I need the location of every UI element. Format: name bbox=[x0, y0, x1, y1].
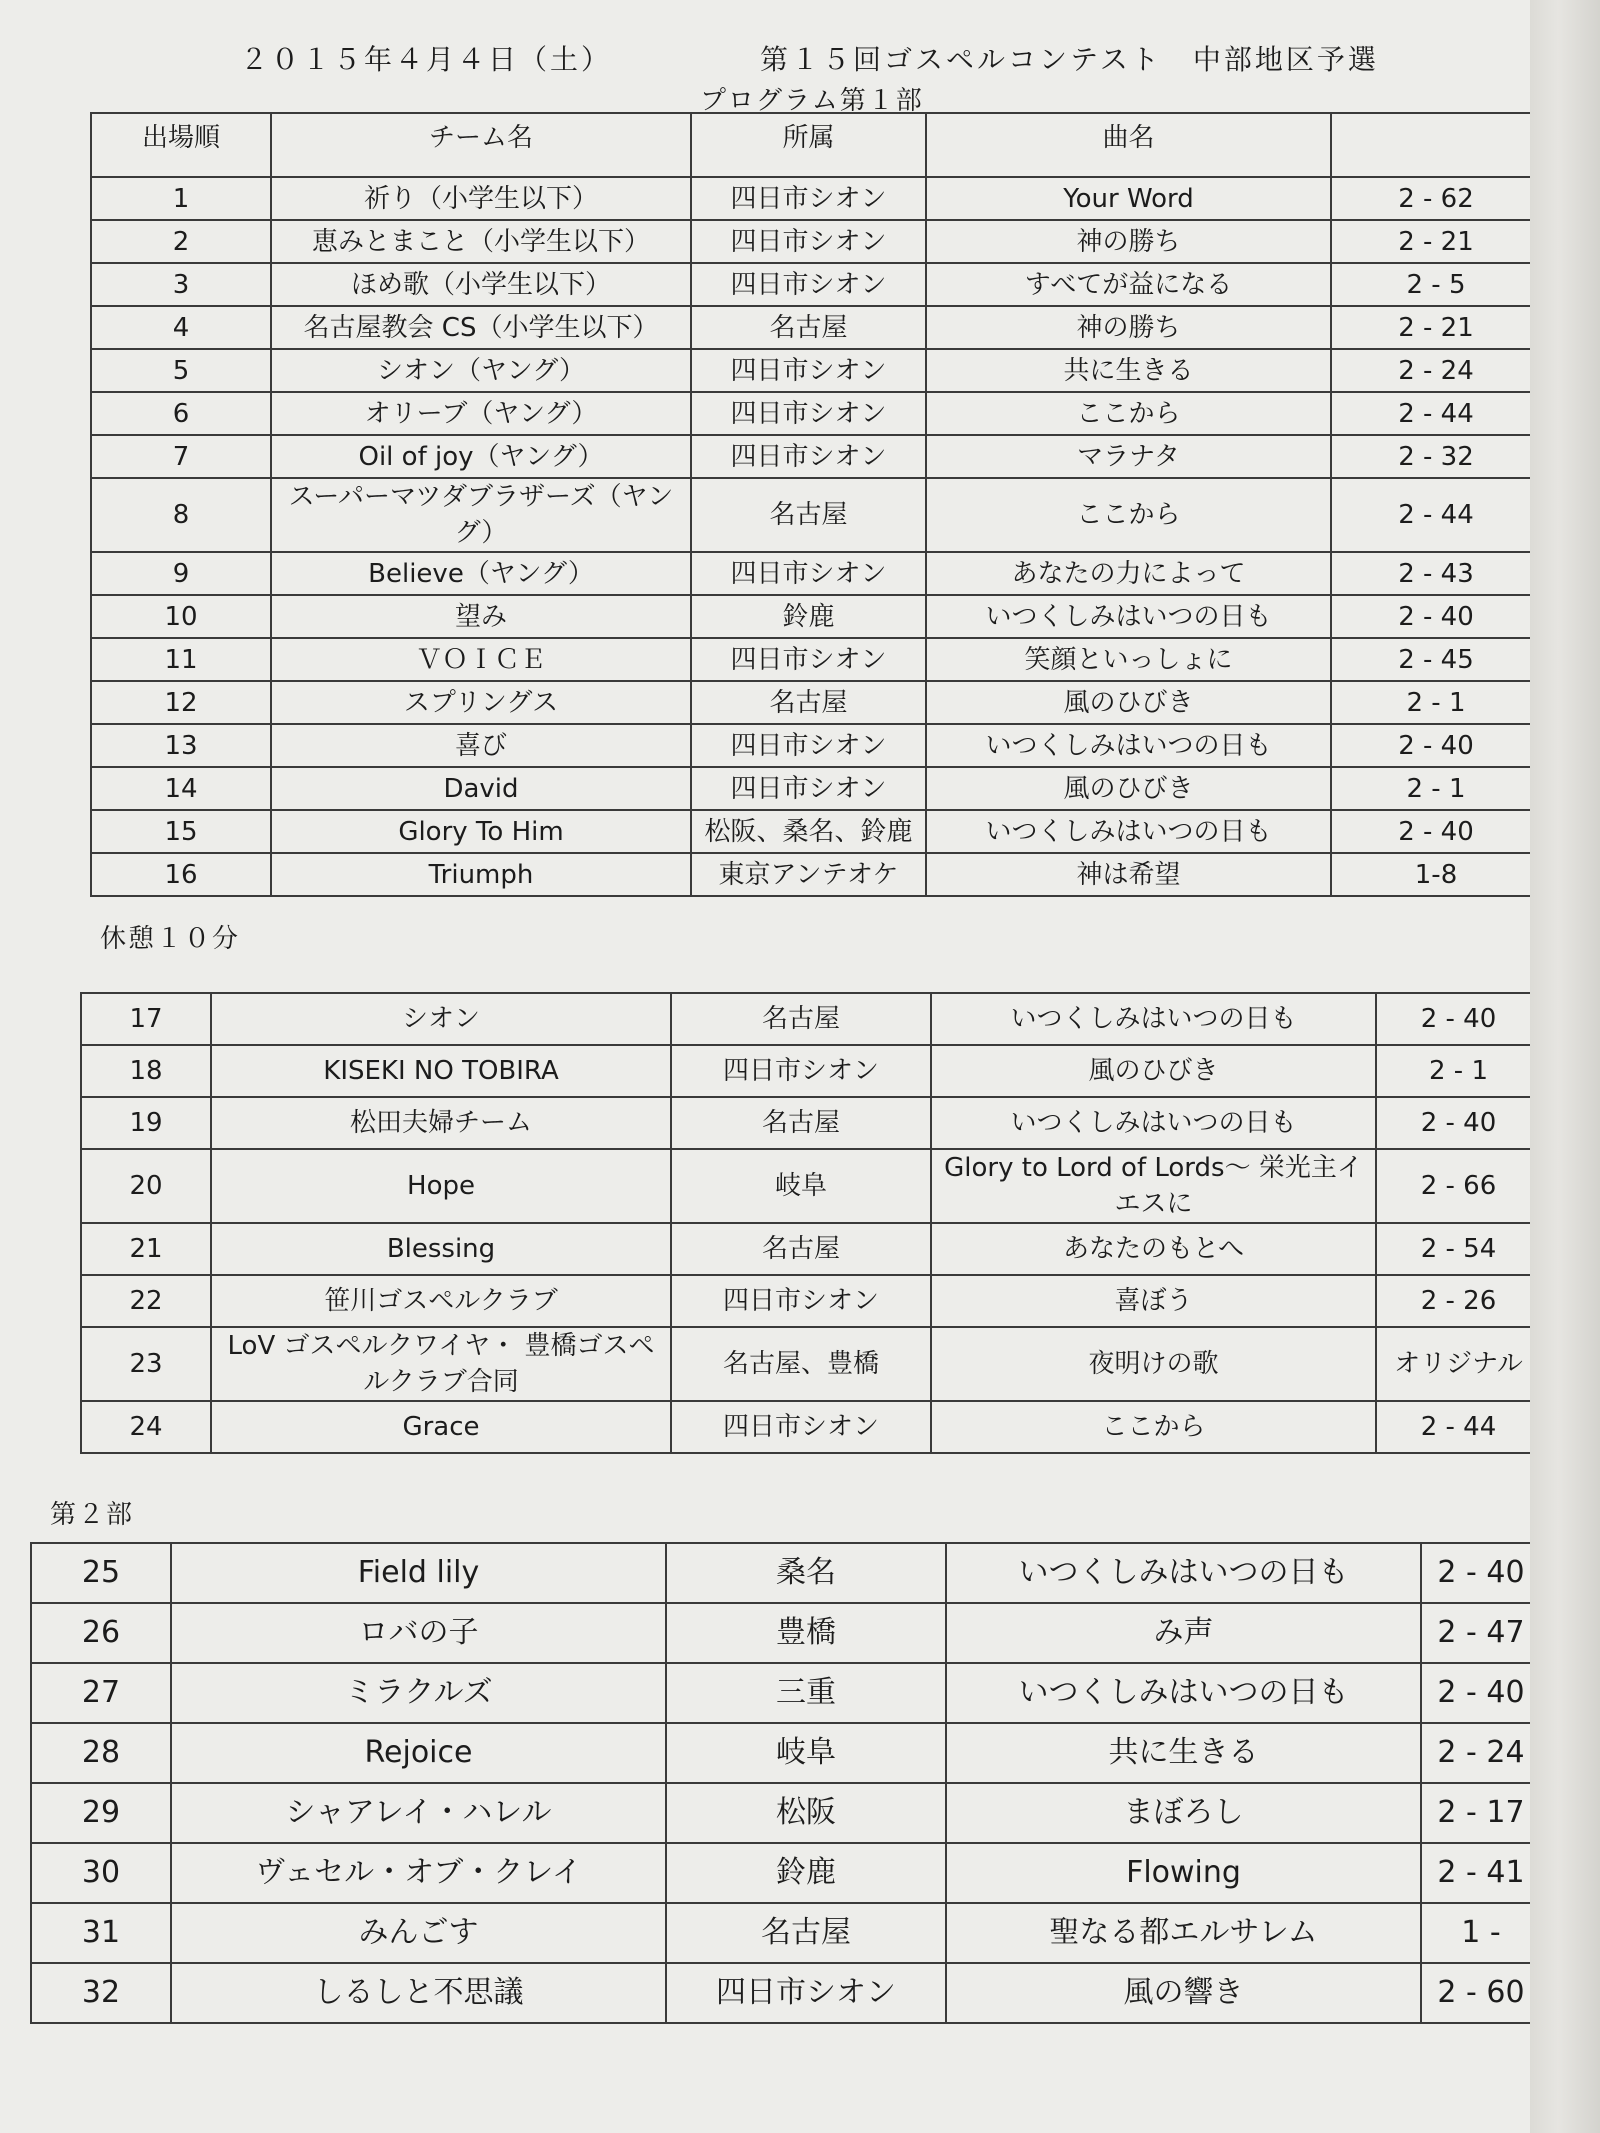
entry-order-cell: 27 bbox=[31, 1663, 171, 1723]
table-row bbox=[91, 853, 1541, 896]
affiliation-cell: 四日市シオン bbox=[671, 1275, 931, 1327]
entry-order-cell: 10 bbox=[91, 595, 271, 638]
song-title-cell: 風の響き bbox=[946, 1963, 1421, 2023]
affiliation-cell: 四日市シオン bbox=[691, 349, 926, 392]
entry-order-cell: 12 bbox=[91, 681, 271, 724]
table-row bbox=[81, 993, 1541, 1045]
team-name-cell: KISEKI NO TOBIRA bbox=[211, 1045, 671, 1097]
song-title-cell: 喜ぼう bbox=[931, 1275, 1376, 1327]
song-number-cell: 2 - 44 bbox=[1331, 392, 1541, 435]
affiliation-cell: 岐阜 bbox=[666, 1723, 946, 1783]
song-number-cell: 1-8 bbox=[1331, 853, 1541, 896]
table-row bbox=[31, 1663, 1541, 1723]
table-row bbox=[31, 1843, 1541, 1903]
song-number-cell: 2 - 60 bbox=[1421, 1963, 1541, 2023]
affiliation-cell: 四日市シオン bbox=[691, 220, 926, 263]
song-title-cell: いつくしみはいつの日も bbox=[926, 595, 1331, 638]
team-name-cell: Field lily bbox=[171, 1543, 666, 1603]
program-table-part1a bbox=[90, 112, 1542, 897]
song-number-cell: 2 - 44 bbox=[1376, 1401, 1541, 1453]
entry-order-cell: 22 bbox=[81, 1275, 211, 1327]
entry-order-cell: 3 bbox=[91, 263, 271, 306]
team-name-cell: シオン（ヤング） bbox=[271, 349, 691, 392]
col-header-number bbox=[1331, 113, 1541, 177]
team-name-cell: David bbox=[271, 767, 691, 810]
table-row bbox=[31, 1963, 1541, 2023]
affiliation-cell: 桑名 bbox=[666, 1543, 946, 1603]
song-title-cell: すべてが益になる bbox=[926, 263, 1331, 306]
team-name-cell: スプリングス bbox=[271, 681, 691, 724]
affiliation-cell: 四日市シオン bbox=[666, 1963, 946, 2023]
song-title-cell: 神の勝ち bbox=[926, 220, 1331, 263]
entry-order-cell: 19 bbox=[81, 1097, 211, 1149]
team-name-cell: しるしと不思議 bbox=[171, 1963, 666, 2023]
affiliation-cell: 岐阜 bbox=[671, 1149, 931, 1223]
entry-order-cell: 15 bbox=[91, 810, 271, 853]
song-title-cell: 笑顔といっしょに bbox=[926, 638, 1331, 681]
song-title-cell: Your Word bbox=[926, 177, 1331, 220]
entry-order-cell: 32 bbox=[31, 1963, 171, 2023]
song-number-cell: 2 - 41 bbox=[1421, 1843, 1541, 1903]
team-name-cell: ほめ歌（小学生以下） bbox=[271, 263, 691, 306]
affiliation-cell: 名古屋 bbox=[671, 1223, 931, 1275]
song-number-cell: 2 - 24 bbox=[1331, 349, 1541, 392]
team-name-cell: 望み bbox=[271, 595, 691, 638]
team-name-cell: 笹川ゴスペルクラブ bbox=[211, 1275, 671, 1327]
table-row bbox=[31, 1723, 1541, 1783]
entry-order-cell: 16 bbox=[91, 853, 271, 896]
song-number-cell: 2 - 17 bbox=[1421, 1783, 1541, 1843]
song-title-cell: あなたのもとへ bbox=[931, 1223, 1376, 1275]
song-title-cell: いつくしみはいつの日も bbox=[926, 810, 1331, 853]
song-title-cell: 神の勝ち bbox=[926, 306, 1331, 349]
song-title-cell: ここから bbox=[926, 392, 1331, 435]
team-name-cell: Oil of joy（ヤング） bbox=[271, 435, 691, 478]
affiliation-cell: 四日市シオン bbox=[691, 552, 926, 595]
table-row bbox=[31, 1903, 1541, 1963]
team-name-cell: オリーブ（ヤング） bbox=[271, 392, 691, 435]
table-row bbox=[91, 552, 1541, 595]
col-header-song: 曲名 bbox=[926, 113, 1331, 177]
team-name-cell: Glory To Him bbox=[271, 810, 691, 853]
song-number-cell: 2 - 1 bbox=[1331, 767, 1541, 810]
song-title-cell: あなたの力によって bbox=[926, 552, 1331, 595]
affiliation-cell: 四日市シオン bbox=[671, 1045, 931, 1097]
page-header bbox=[240, 38, 1379, 78]
song-number-cell: 2 - 40 bbox=[1421, 1663, 1541, 1723]
song-number-cell: 2 - 40 bbox=[1331, 724, 1541, 767]
team-name-cell: LoV ゴスペルクワイヤ・ 豊橋ゴスペルクラブ合同 bbox=[211, 1327, 671, 1401]
song-title-cell: 共に生きる bbox=[926, 349, 1331, 392]
song-number-cell: 2 - 40 bbox=[1421, 1543, 1541, 1603]
song-number-cell: 2 - 44 bbox=[1331, 478, 1541, 552]
table-row bbox=[91, 595, 1541, 638]
entry-order-cell: 21 bbox=[81, 1223, 211, 1275]
entry-order-cell: 17 bbox=[81, 993, 211, 1045]
song-number-cell: 2 - 43 bbox=[1331, 552, 1541, 595]
affiliation-cell: 三重 bbox=[666, 1663, 946, 1723]
table-row bbox=[91, 220, 1541, 263]
table-row bbox=[91, 263, 1541, 306]
entry-order-cell: 2 bbox=[91, 220, 271, 263]
table-row bbox=[91, 681, 1541, 724]
affiliation-cell: 四日市シオン bbox=[691, 435, 926, 478]
table-row bbox=[91, 306, 1541, 349]
affiliation-cell: 松阪 bbox=[666, 1783, 946, 1843]
program-table-part1b bbox=[80, 992, 1542, 1454]
song-title-cell: ここから bbox=[926, 478, 1331, 552]
song-number-cell: 2 - 21 bbox=[1331, 220, 1541, 263]
affiliation-cell: 四日市シオン bbox=[671, 1401, 931, 1453]
song-title-cell: み声 bbox=[946, 1603, 1421, 1663]
team-name-cell: みんごす bbox=[171, 1903, 666, 1963]
col-header-affiliation: 所属 bbox=[691, 113, 926, 177]
song-title-cell: 風のひびき bbox=[931, 1045, 1376, 1097]
affiliation-cell: 四日市シオン bbox=[691, 177, 926, 220]
song-title-cell: 神は希望 bbox=[926, 853, 1331, 896]
song-title-cell: マラナタ bbox=[926, 435, 1331, 478]
entry-order-cell: 25 bbox=[31, 1543, 171, 1603]
affiliation-cell: 四日市シオン bbox=[691, 638, 926, 681]
table-row bbox=[91, 638, 1541, 681]
table-row bbox=[81, 1223, 1541, 1275]
entry-order-cell: 24 bbox=[81, 1401, 211, 1453]
team-name-cell: Believe（ヤング） bbox=[271, 552, 691, 595]
song-number-cell: 2 - 40 bbox=[1376, 993, 1541, 1045]
team-name-cell: 祈り（小学生以下） bbox=[271, 177, 691, 220]
affiliation-cell: 名古屋、豊橋 bbox=[671, 1327, 931, 1401]
part2-label: 第２部 bbox=[50, 1500, 135, 1530]
entry-order-cell: 18 bbox=[81, 1045, 211, 1097]
song-title-cell: いつくしみはいつの日も bbox=[931, 1097, 1376, 1149]
song-title-cell: 風のひびき bbox=[926, 767, 1331, 810]
song-title-cell: いつくしみはいつの日も bbox=[926, 724, 1331, 767]
program-table-part2 bbox=[30, 1542, 1542, 2024]
song-number-cell: 2 - 40 bbox=[1376, 1097, 1541, 1149]
table-row bbox=[81, 1149, 1541, 1223]
song-number-cell: 2 - 47 bbox=[1421, 1603, 1541, 1663]
stacked-page-edge bbox=[1530, 0, 1600, 2133]
affiliation-cell: 名古屋 bbox=[691, 681, 926, 724]
table-row bbox=[91, 349, 1541, 392]
entry-order-cell: 29 bbox=[31, 1783, 171, 1843]
song-number-cell: 2 - 24 bbox=[1421, 1723, 1541, 1783]
affiliation-cell: 名古屋 bbox=[691, 306, 926, 349]
affiliation-cell: 鈴鹿 bbox=[666, 1843, 946, 1903]
team-name-cell: ヴェセル・オブ・クレイ bbox=[171, 1843, 666, 1903]
affiliation-cell: 名古屋 bbox=[666, 1903, 946, 1963]
entry-order-cell: 1 bbox=[91, 177, 271, 220]
affiliation-cell: 名古屋 bbox=[691, 478, 926, 552]
affiliation-cell: 四日市シオン bbox=[691, 263, 926, 306]
table-row bbox=[91, 177, 1541, 220]
song-number-cell: 2 - 62 bbox=[1331, 177, 1541, 220]
song-number-cell: オリジナル bbox=[1376, 1327, 1541, 1401]
song-title-cell: Glory to Lord of Lords～ 栄光主イエスに bbox=[931, 1149, 1376, 1223]
col-header-order: 出場順 bbox=[91, 113, 271, 177]
song-number-cell: 2 - 26 bbox=[1376, 1275, 1541, 1327]
song-title-cell: 夜明けの歌 bbox=[931, 1327, 1376, 1401]
table-row bbox=[31, 1783, 1541, 1843]
entry-order-cell: 5 bbox=[91, 349, 271, 392]
team-name-cell: ミラクルズ bbox=[171, 1663, 666, 1723]
entry-order-cell: 31 bbox=[31, 1903, 171, 1963]
song-number-cell: 2 - 40 bbox=[1331, 595, 1541, 638]
song-title-cell: ここから bbox=[931, 1401, 1376, 1453]
table-row bbox=[91, 392, 1541, 435]
table-row bbox=[91, 810, 1541, 853]
table-row bbox=[81, 1275, 1541, 1327]
entry-order-cell: 28 bbox=[31, 1723, 171, 1783]
table-row bbox=[31, 1543, 1541, 1603]
table-row bbox=[91, 478, 1541, 552]
table-row bbox=[81, 1401, 1541, 1453]
affiliation-cell: 四日市シオン bbox=[691, 392, 926, 435]
song-number-cell: 1 - bbox=[1421, 1903, 1541, 1963]
table-row bbox=[81, 1097, 1541, 1149]
break-note: 休憩１０分 bbox=[100, 924, 241, 954]
entry-order-cell: 8 bbox=[91, 478, 271, 552]
team-name-cell: 喜び bbox=[271, 724, 691, 767]
team-name-cell: Grace bbox=[211, 1401, 671, 1453]
team-name-cell: 恵みとまこと（小学生以下） bbox=[271, 220, 691, 263]
song-number-cell: 2 - 21 bbox=[1331, 306, 1541, 349]
song-title-cell: まぼろし bbox=[946, 1783, 1421, 1843]
affiliation-cell: 名古屋 bbox=[671, 1097, 931, 1149]
song-number-cell: 2 - 1 bbox=[1376, 1045, 1541, 1097]
song-number-cell: 2 - 54 bbox=[1376, 1223, 1541, 1275]
affiliation-cell: 東京アンテオケ bbox=[691, 853, 926, 896]
song-number-cell: 2 - 66 bbox=[1376, 1149, 1541, 1223]
entry-order-cell: 11 bbox=[91, 638, 271, 681]
table-row bbox=[91, 767, 1541, 810]
team-name-cell: ロバの子 bbox=[171, 1603, 666, 1663]
entry-order-cell: 20 bbox=[81, 1149, 211, 1223]
affiliation-cell: 名古屋 bbox=[671, 993, 931, 1045]
song-title-cell: いつくしみはいつの日も bbox=[931, 993, 1376, 1045]
song-number-cell: 2 - 40 bbox=[1331, 810, 1541, 853]
team-name-cell: Rejoice bbox=[171, 1723, 666, 1783]
team-name-cell: シオン bbox=[211, 993, 671, 1045]
song-title-cell: Flowing bbox=[946, 1843, 1421, 1903]
song-title-cell: 共に生きる bbox=[946, 1723, 1421, 1783]
affiliation-cell: 松阪、桑名、鈴鹿 bbox=[691, 810, 926, 853]
entry-order-cell: 7 bbox=[91, 435, 271, 478]
table-header-row bbox=[91, 113, 1541, 177]
entry-order-cell: 30 bbox=[31, 1843, 171, 1903]
table-row bbox=[81, 1045, 1541, 1097]
song-title-cell: 聖なる都エルサレム bbox=[946, 1903, 1421, 1963]
team-name-cell: Triumph bbox=[271, 853, 691, 896]
col-header-team: チーム名 bbox=[271, 113, 691, 177]
affiliation-cell: 豊橋 bbox=[666, 1603, 946, 1663]
table-row bbox=[91, 435, 1541, 478]
entry-order-cell: 23 bbox=[81, 1327, 211, 1401]
entry-order-cell: 6 bbox=[91, 392, 271, 435]
song-number-cell: 2 - 1 bbox=[1331, 681, 1541, 724]
affiliation-cell: 四日市シオン bbox=[691, 724, 926, 767]
affiliation-cell: 鈴鹿 bbox=[691, 595, 926, 638]
song-title-cell: いつくしみはいつの日も bbox=[946, 1663, 1421, 1723]
team-name-cell: Blessing bbox=[211, 1223, 671, 1275]
team-name-cell: シャアレイ・ハレル bbox=[171, 1783, 666, 1843]
program-subtitle: プログラム第１部 bbox=[700, 86, 924, 116]
song-number-cell: 2 - 45 bbox=[1331, 638, 1541, 681]
entry-order-cell: 13 bbox=[91, 724, 271, 767]
event-title: 第１５回ゴスペルコンテスト 中部地区予選 bbox=[760, 43, 1379, 76]
song-number-cell: 2 - 5 bbox=[1331, 263, 1541, 306]
song-title-cell: いつくしみはいつの日も bbox=[946, 1543, 1421, 1603]
song-title-cell: 風のひびき bbox=[926, 681, 1331, 724]
entry-order-cell: 9 bbox=[91, 552, 271, 595]
table-row bbox=[31, 1603, 1541, 1663]
entry-order-cell: 26 bbox=[31, 1603, 171, 1663]
entry-order-cell: 14 bbox=[91, 767, 271, 810]
entry-order-cell: 4 bbox=[91, 306, 271, 349]
team-name-cell: スーパーマツダブラザーズ（ヤング） bbox=[271, 478, 691, 552]
team-name-cell: 名古屋教会 CS（小学生以下） bbox=[271, 306, 691, 349]
table-row bbox=[81, 1327, 1541, 1401]
team-name-cell: Hope bbox=[211, 1149, 671, 1223]
affiliation-cell: 四日市シオン bbox=[691, 767, 926, 810]
event-date: ２０１５年４月４日（土） bbox=[240, 43, 613, 76]
team-name-cell: ＶＯＩＣＥ bbox=[271, 638, 691, 681]
team-name-cell: 松田夫婦チーム bbox=[211, 1097, 671, 1149]
song-number-cell: 2 - 32 bbox=[1331, 435, 1541, 478]
table-row bbox=[91, 724, 1541, 767]
